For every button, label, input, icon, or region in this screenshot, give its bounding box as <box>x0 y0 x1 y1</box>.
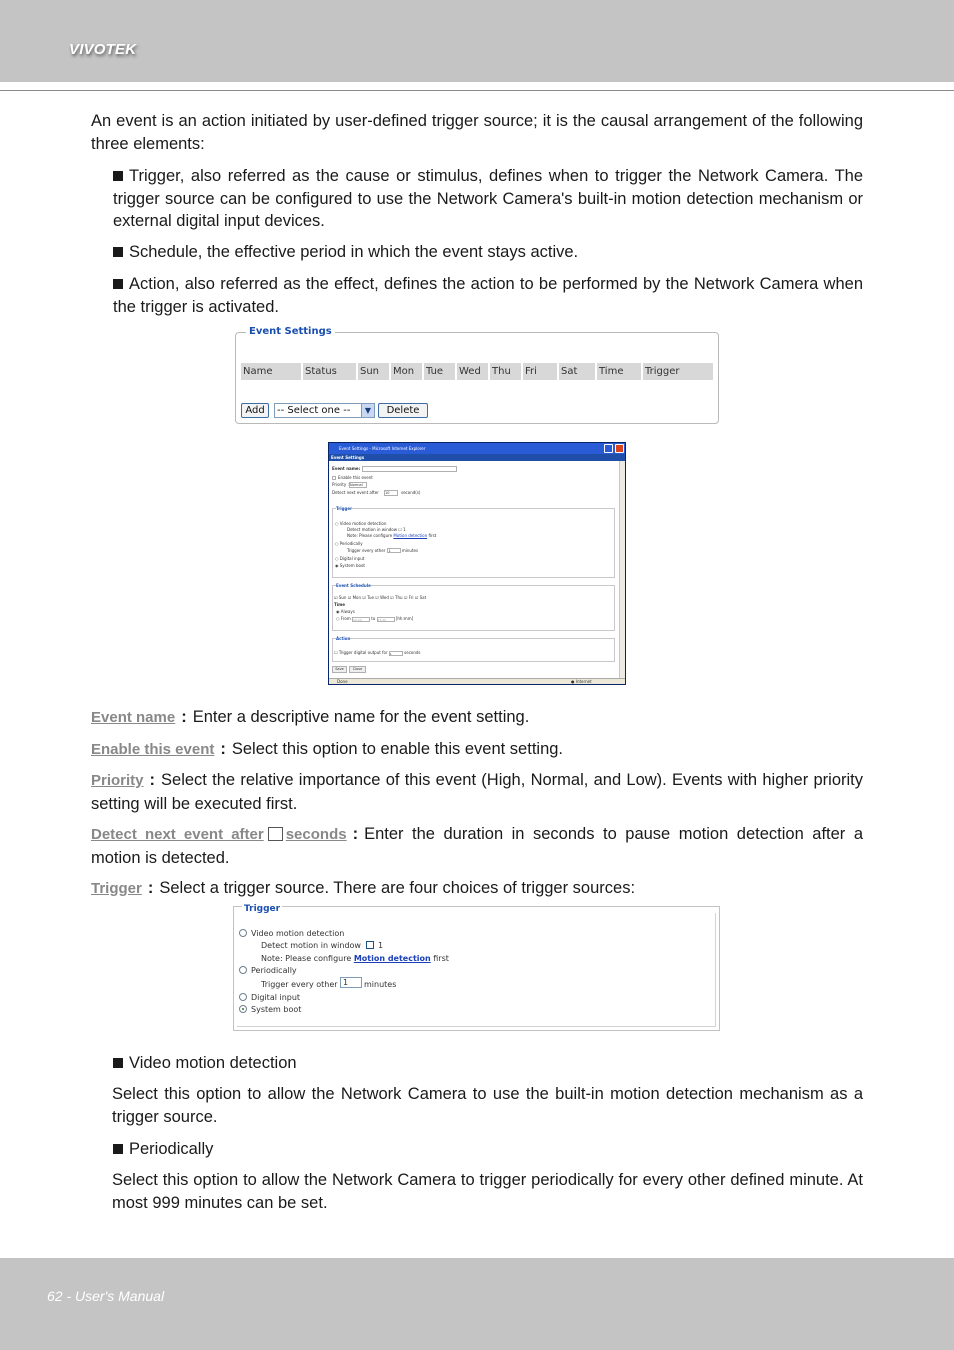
trigger-panel-title: Trigger <box>244 904 281 914</box>
from-label: From <box>340 616 351 621</box>
radio-boot-label: System boot <box>339 563 365 568</box>
radio-periodic-label: Periodically <box>339 541 363 546</box>
delete-button[interactable]: Delete <box>378 403 428 418</box>
trigger-panel <box>233 906 720 1031</box>
col-time: Time <box>597 363 641 380</box>
event-name-input[interactable] <box>362 466 457 472</box>
def-priority-text: Select the relative importance of this event (High, Normal, and Low). Events with higher priority setting will be executed first. <box>91 771 863 813</box>
trigger-section <box>332 508 615 578</box>
time-label: Time <box>334 602 345 607</box>
detect-window-num: 1 <box>378 941 384 950</box>
def-event-name <box>91 706 863 730</box>
periodically-label: Periodically <box>251 966 297 975</box>
element-schedule <box>113 241 863 264</box>
radio-digital-input[interactable] <box>239 993 247 1001</box>
radio-boot[interactable]: ◉ System boot <box>335 563 365 568</box>
trigger-section-title: Trigger <box>336 506 353 511</box>
day-wed: Wed <box>380 595 389 600</box>
col-status: Status <box>303 363 356 380</box>
note-text: Note: Please configure <box>261 954 352 963</box>
colon: : <box>352 825 359 843</box>
digital-input-label: Digital input <box>251 993 301 1002</box>
status-internet: ● Internet <box>571 679 592 684</box>
col-wed: Wed <box>457 363 488 380</box>
term-event-name: Event name <box>91 709 176 726</box>
hhmm-label: [hh:mm] <box>395 616 414 621</box>
every-input[interactable] <box>387 548 401 553</box>
day-tue: Tue <box>367 595 375 600</box>
element-schedule-text: Schedule, the effective period in which the event stays active. <box>129 243 579 261</box>
col-fri: Fri <box>523 363 557 380</box>
event-select[interactable] <box>274 403 375 418</box>
note-text: Note: Please configure <box>347 533 393 538</box>
radio-periodically[interactable] <box>239 966 247 974</box>
intro-paragraph: An event is an action initiated by user-defined trigger source; it is the causal arrangement of the following three elements: <box>91 112 863 153</box>
close-button[interactable]: Close <box>349 666 366 673</box>
term-trigger: Trigger <box>91 880 142 897</box>
section-video-text: Select this option to allow the Network Camera to use the built-in motion detection mechanism as a trigger source. <box>112 1085 863 1126</box>
every-label: Trigger every other <box>347 548 386 553</box>
add-button[interactable]: Add <box>241 403 269 418</box>
def-trigger-text: Select a trigger source. There are four choices of trigger sources: <box>159 879 636 897</box>
every-unit: minutes <box>364 980 397 989</box>
colon: : <box>181 708 187 726</box>
motion-detection-link[interactable]: Motion detection <box>393 533 428 538</box>
detect-window-label: Detect motion in window <box>261 941 361 950</box>
action-text: Trigger digital output for <box>338 650 388 655</box>
col-trigger: Trigger <box>643 363 713 380</box>
col-sat: Sat <box>559 363 595 380</box>
def-enable-text: Select this option to enable this event setting. <box>231 740 564 758</box>
term-detect <box>91 826 347 843</box>
action-unit: seconds <box>404 650 421 655</box>
window-page-header: Event Settings <box>329 454 625 461</box>
footer-page-number: 62 - User's Manual <box>47 1288 165 1304</box>
element-action-text: Action, also referred as the effect, defines the action to be performed by the Network Camera when the trigger is activated. <box>113 275 863 316</box>
close-icon[interactable] <box>615 444 624 453</box>
day-checkboxes[interactable]: ☑ Sun ☑ Mon ☑ Tue ☑ Wed ☑ Thu ☑ Fri ☑ Sat <box>334 595 427 600</box>
header-divider <box>0 90 954 91</box>
schedule-section-title: Event Schedule <box>336 583 371 588</box>
action-row[interactable]: ☐ Trigger digital output for 1 seconds <box>334 650 421 656</box>
day-mon: Mon <box>352 595 362 600</box>
motion-detection-link[interactable]: Motion detection <box>353 954 431 963</box>
section-periodic-heading <box>113 1138 863 1161</box>
page-header <box>0 0 954 82</box>
def-trigger <box>91 877 863 901</box>
def-detect <box>91 823 863 869</box>
save-button[interactable]: Save <box>332 666 347 673</box>
window-title: Event Settings - Microsoft Internet Explorer <box>339 446 426 451</box>
section-periodic-text: Select this option to allow the Network Camera to trigger periodically for every other defined minute. At most 999 minutes can be set. <box>112 1171 863 1212</box>
col-name: Name <box>241 363 301 380</box>
radio-video-label: Video motion detection <box>339 521 387 526</box>
radio-periodic[interactable]: ○ Periodically <box>335 541 363 546</box>
def-detect-text: Enter the duration in seconds to pause motion detection after a motion is detected. <box>91 825 863 867</box>
note-end: first <box>433 954 449 963</box>
bullet-square-icon <box>113 279 123 289</box>
from-input[interactable]: 00:00 <box>352 617 370 622</box>
to-label: to <box>371 616 376 621</box>
section-video-title: Video motion detection <box>129 1054 297 1072</box>
element-trigger <box>113 165 863 233</box>
window-content <box>329 461 619 678</box>
always-label: Always <box>340 609 355 614</box>
enable-checkbox[interactable] <box>332 476 336 480</box>
priority-select[interactable]: Normal <box>349 482 367 488</box>
day-sat: Sat <box>419 595 427 600</box>
colon: : <box>147 879 154 897</box>
event-settings-panel <box>235 326 719 424</box>
to-input[interactable]: 24:00 <box>377 617 395 622</box>
status-internet-label: Internet <box>575 679 592 684</box>
every-label: Trigger every other <box>261 980 338 989</box>
every-row <box>347 548 418 553</box>
term-detect-a: Detect next event after <box>91 826 264 843</box>
radio-system-boot[interactable] <box>239 1005 247 1013</box>
every-input[interactable]: 1 <box>340 977 362 988</box>
def-event-name-text: Enter a descriptive name for the event setting. <box>192 708 530 726</box>
event-table-header <box>241 363 713 380</box>
colon: : <box>220 740 226 758</box>
window-titlebar <box>329 443 625 454</box>
video-motion-label: Video motion detection <box>251 929 345 938</box>
priority-label: Priority : <box>332 482 349 487</box>
note-row <box>261 954 449 963</box>
action-section-title: Action <box>336 636 351 641</box>
col-mon: Mon <box>391 363 422 380</box>
radio-from[interactable]: ○ From 00:00 to 24:00 [hh:mm] <box>336 616 414 622</box>
col-sun: Sun <box>358 363 389 380</box>
term-priority: Priority <box>91 772 144 789</box>
event-name-label: Event name: <box>332 466 361 471</box>
radio-video[interactable]: ○ Video motion detection <box>335 521 387 526</box>
col-tue: Tue <box>424 363 455 380</box>
checkbox-icon <box>268 827 283 841</box>
radio-always[interactable]: ◉ Always <box>336 609 355 614</box>
day-thu: Thu <box>395 595 403 600</box>
detect-window-checkbox[interactable] <box>366 941 374 949</box>
section-periodic-title: Periodically <box>129 1140 214 1158</box>
event-settings-window <box>328 442 626 685</box>
note-row <box>347 533 436 538</box>
chevron-down-icon[interactable]: ▼ <box>361 404 374 417</box>
bullet-square-icon <box>113 1058 123 1068</box>
status-done: Done <box>337 679 348 684</box>
event-select-value: -- Select one -- <box>277 405 351 416</box>
maximize-icon[interactable] <box>604 444 613 453</box>
every-value: 1 <box>388 549 391 553</box>
bullet-square-icon <box>113 171 123 181</box>
radio-digital-label: Digital input <box>339 556 365 561</box>
window-scrollbar[interactable] <box>619 461 625 678</box>
term-detect-b: seconds <box>285 826 347 843</box>
detect-unit: second(s) <box>401 490 421 495</box>
schedule-section <box>332 585 615 631</box>
bullet-square-icon <box>113 247 123 257</box>
window-statusbar <box>329 678 625 685</box>
bullet-square-icon <box>113 1144 123 1154</box>
event-settings-title: Event Settings <box>246 326 335 337</box>
enable-label: Enable this event <box>338 475 373 480</box>
colon: : <box>149 771 156 789</box>
radio-video-motion[interactable] <box>239 929 247 937</box>
term-enable: Enable this event <box>91 741 215 758</box>
def-priority <box>91 769 863 815</box>
radio-digital[interactable]: ○ Digital input <box>335 556 365 561</box>
system-boot-label: System boot <box>251 1005 302 1014</box>
detect-window-num: 1 <box>403 527 406 532</box>
element-action <box>113 273 863 318</box>
section-video-heading <box>113 1052 863 1075</box>
note-end: first <box>428 533 437 538</box>
day-fri: Fri <box>408 595 414 600</box>
element-trigger-text: Trigger, also referred as the cause or stimulus, defines when to trigger the Network Camera. The trigger source can be configured to use the Network Camera's built-in motion detection mechanism or external digital input devices. <box>113 167 863 230</box>
detect-input[interactable]: 10 <box>384 490 398 496</box>
detect-window-row: Detect motion in window ☐ 1 <box>347 527 406 532</box>
detect-label: Detect next event after <box>332 490 379 495</box>
action-input[interactable]: 1 <box>389 651 403 656</box>
every-unit: minutes <box>401 548 419 553</box>
vivotek-logo: VIVOTEK <box>69 41 137 58</box>
detect-window-label: Detect motion in window <box>347 527 397 532</box>
col-thu: Thu <box>490 363 521 380</box>
day-sun: Sun <box>338 595 347 600</box>
def-enable <box>91 738 863 762</box>
page-footer <box>0 1258 954 1350</box>
